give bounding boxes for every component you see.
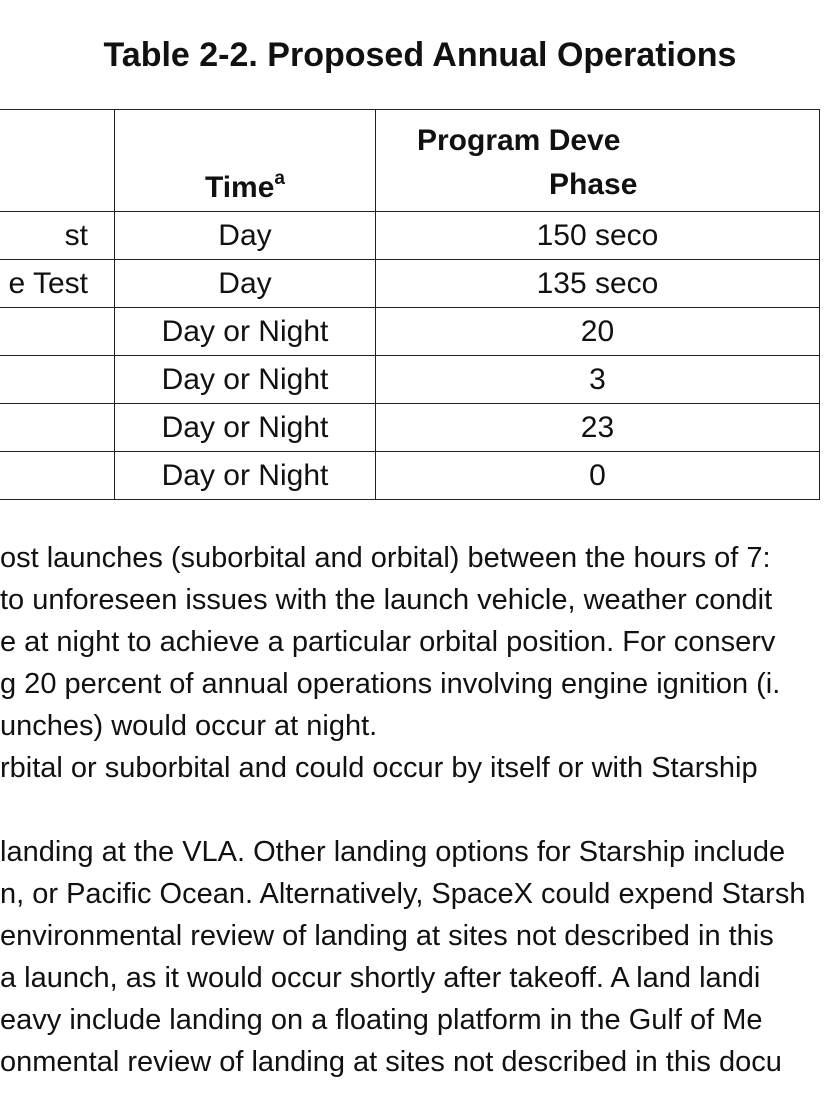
header-dev-line2: Phase xyxy=(548,168,638,201)
footnote-line: g 20 percent of annual operations involving engine ignition (i. xyxy=(0,668,781,700)
row-time: Day or Night xyxy=(114,404,375,452)
row-operation: e Test xyxy=(0,260,114,308)
table-row xyxy=(0,452,820,500)
footnote-line: to unforeseen issues with the launch vehicle, weather condit xyxy=(0,584,773,616)
row-dev-phase xyxy=(375,356,819,404)
header-operation xyxy=(0,110,114,212)
row-dev-value: 20 xyxy=(580,315,615,348)
footnote-line: rbital or suborbital and could occur by itself or with Starship xyxy=(0,752,758,784)
row-time: Day xyxy=(114,212,375,260)
table-row xyxy=(0,308,820,356)
operations-table xyxy=(0,109,820,500)
footnote-line: environmental review of landing at sites not described in this xyxy=(0,920,774,952)
row-time: Day or Night xyxy=(114,356,375,404)
table-row xyxy=(0,356,820,404)
row-dev-phase xyxy=(375,404,819,452)
footnote-line: n, or Pacific Ocean. Alternatively, SpaceX could expend Starsh xyxy=(0,878,806,910)
row-dev-phase xyxy=(375,212,819,260)
row-time: Day xyxy=(114,260,375,308)
footnote-line: ost launches (suborbital and orbital) between the hours of 7: xyxy=(0,542,771,574)
header-time-footnote-marker: a xyxy=(274,168,285,189)
table-row xyxy=(0,212,820,260)
row-time: Day or Night xyxy=(114,308,375,356)
row-dev-value: 150 seco xyxy=(536,219,659,252)
footnote-line: eavy include landing on a floating platform in the Gulf of Me xyxy=(0,1004,763,1036)
footnote-line: onmental review of landing at sites not described in this docu xyxy=(0,1046,782,1078)
row-dev-phase xyxy=(375,308,819,356)
row-operation xyxy=(0,308,114,356)
table-row xyxy=(0,404,820,452)
row-operation xyxy=(0,356,114,404)
header-time-label: Time xyxy=(204,171,275,204)
row-time: Day or Night xyxy=(114,452,375,500)
row-dev-phase xyxy=(375,452,819,500)
row-operation xyxy=(0,452,114,500)
header-program-development-phase xyxy=(375,110,819,212)
row-operation xyxy=(0,404,114,452)
table-row xyxy=(0,260,820,308)
row-dev-value: 3 xyxy=(589,363,606,396)
table-title: Table 2-2. Proposed Annual Operations xyxy=(103,36,737,74)
table-header-row xyxy=(0,110,820,212)
footnote-line: landing at the VLA. Other landing options for Starship include xyxy=(0,836,786,868)
row-operation: st xyxy=(0,212,114,260)
row-dev-value: 23 xyxy=(580,411,615,444)
row-dev-phase xyxy=(375,260,819,308)
footnote-line: a launch, as it would occur shortly after takeoff. A land landi xyxy=(0,962,761,994)
footnote-line: unches) would occur at night. xyxy=(0,710,378,742)
row-dev-value: 135 seco xyxy=(536,267,659,300)
row-dev-value: 0 xyxy=(589,459,606,492)
header-dev-line1: Program Deve xyxy=(416,124,621,157)
header-time xyxy=(114,110,375,212)
footnote-line: e at night to achieve a particular orbital position. For conserv xyxy=(0,626,776,658)
